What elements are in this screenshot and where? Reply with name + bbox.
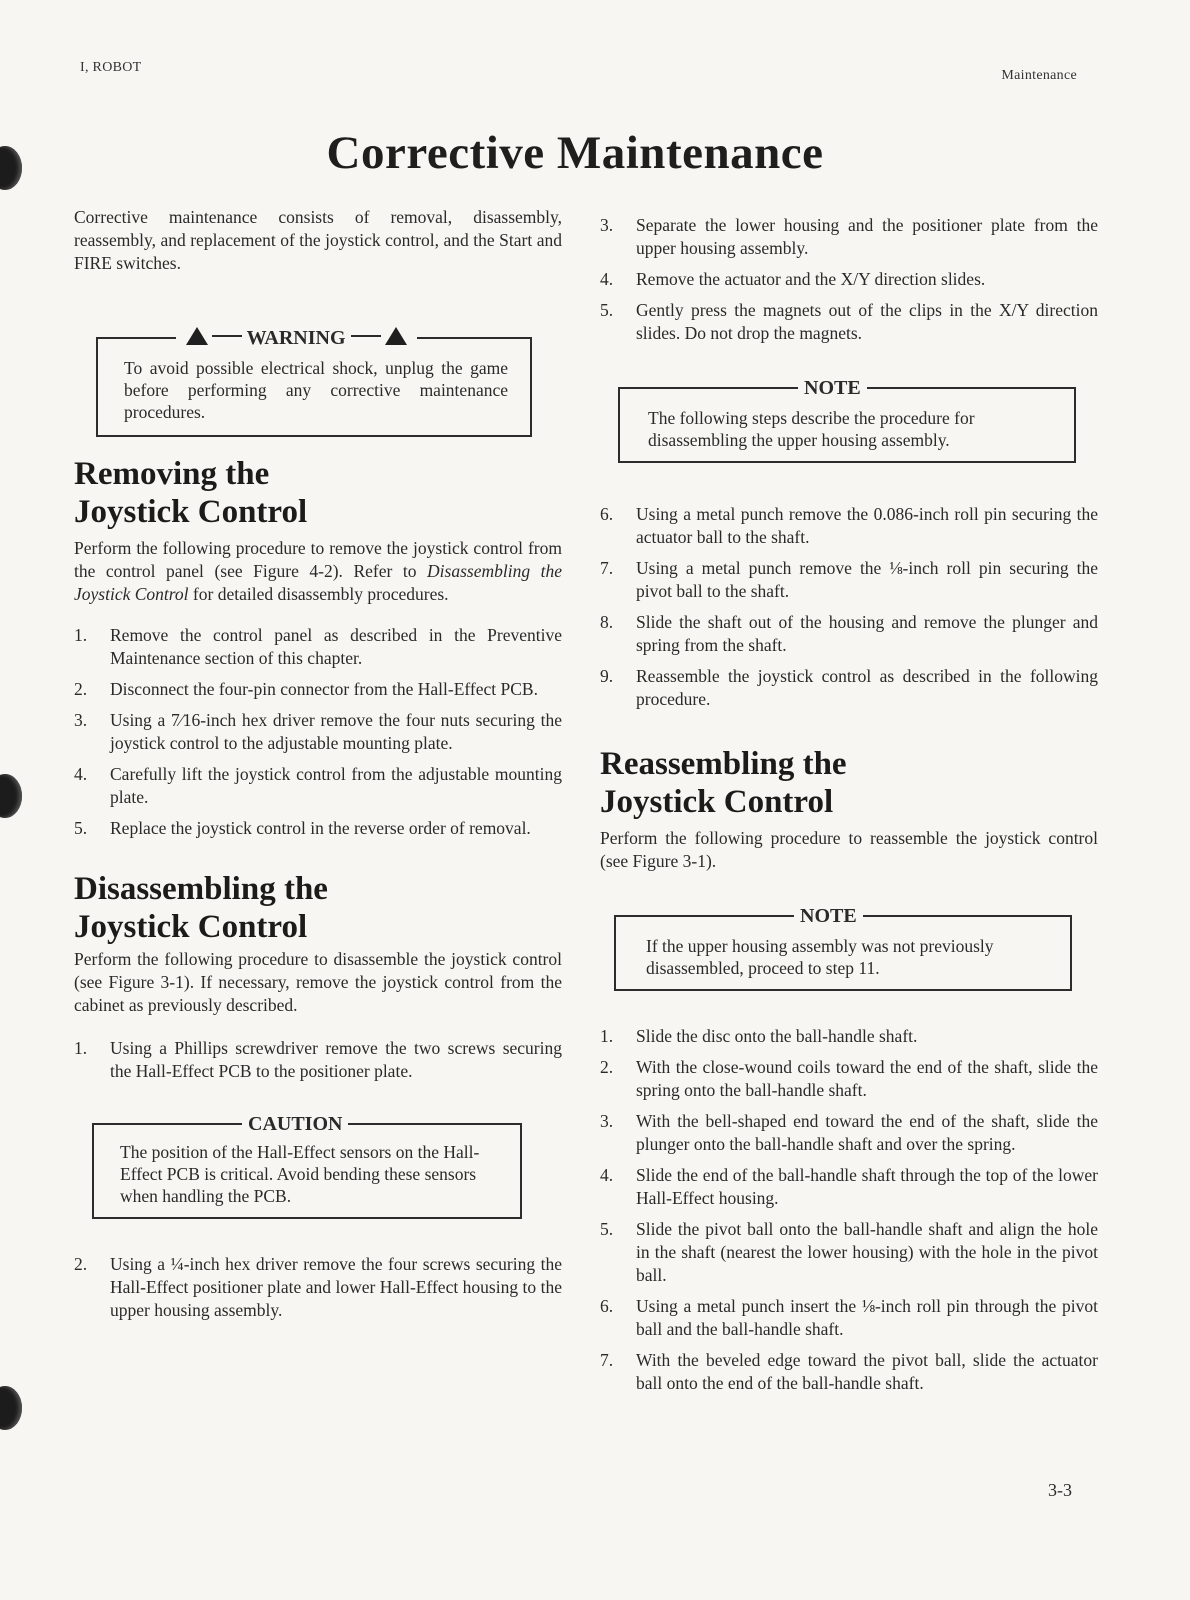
list-item: 4. Remove the actuator and the X/Y direction slides. <box>600 269 986 289</box>
list-item: 1. Using a Phillips screwdriver remove the two screws securing the Hall-Effect PCB to the positioner plate. <box>74 1038 562 1081</box>
caution-title: CAUTION <box>242 1111 348 1137</box>
disassembling-step-2-list <box>74 1253 562 1322</box>
title-rule <box>212 335 242 337</box>
list-item: 2. Using a ¼-inch hex driver remove the four screws securing the Hall-Effect positioner plate and lower Hall-Effect housing to the upper housing assembly. <box>74 1254 562 1320</box>
list-item: 6. Using a metal punch remove the 0.086-inch roll pin securing the actuator ball to the shaft. <box>600 504 1098 547</box>
list-item: 9. Reassemble the joystick control as described in the following procedure. <box>600 666 1098 709</box>
binder-hole <box>0 774 22 818</box>
list-item: 3. With the bell-shaped end toward the end of the shaft, slide the plunger onto the ball-handle shaft and over the spring. <box>600 1111 1098 1154</box>
list-item: 5. Gently press the magnets out of the clips in the X/Y direction slides. Do not drop the magnets. <box>600 300 1098 343</box>
intro-paragraph: Corrective maintenance consists of removal, disassembly, reassembly, and replacement of the joystick control, and the Start and FIRE switches. <box>74 207 562 273</box>
warning-text: To avoid possible electrical shock, unplug the game before performing any corrective maintenance procedures. <box>124 358 508 422</box>
caution-box <box>92 1113 522 1219</box>
running-header-left: I, ROBOT <box>80 60 142 75</box>
right-column <box>600 206 1098 1403</box>
removing-steps-list <box>74 624 562 840</box>
list-item: 4. Carefully lift the joystick control from the adjustable mounting plate. <box>74 764 562 807</box>
warning-triangle-icon <box>186 327 208 345</box>
list-item: 5. Slide the pivot ball onto the ball-handle shaft and align the hole in the shaft (nearest the lower housing) with the hole in the pivot ball. <box>600 1219 1098 1285</box>
list-item: 7. With the beveled edge toward the pivot ball, slide the actuator ball onto the end of the ball-handle shaft. <box>600 1350 1098 1393</box>
warning-box <box>96 327 532 437</box>
running-header-right: Maintenance <box>1001 68 1077 83</box>
note-title: NOTE <box>798 375 867 401</box>
section-heading-removing: Removing the Joystick Control <box>74 456 308 530</box>
list-item: 1. Remove the control panel as described in the Preventive Maintenance section of this chapter. <box>74 625 562 668</box>
list-item: 1. Slide the disc onto the ball-handle shaft. <box>600 1026 918 1046</box>
warning-title: WARNING <box>176 325 417 351</box>
list-item: 3. Using a 7⁄16-inch hex driver remove the four nuts securing the joystick control to the adjustable mounting plate. <box>74 710 562 753</box>
caution-text: The position of the Hall-Effect sensors on the Hall-Effect PCB is critical. Avoid bending these sensors when handling the PCB. <box>120 1142 480 1206</box>
reassembling-intro: Perform the following procedure to reassemble the joystick control (see Figure 3-1). <box>600 828 1098 871</box>
note-box-2 <box>614 905 1072 991</box>
list-item: 5. Replace the joystick control in the reverse order of removal. <box>74 818 531 838</box>
disassembling-steps-continued <box>600 214 1098 345</box>
section-heading-reassembling: Reassembling the Joystick Control <box>600 746 847 820</box>
list-item: 3. Separate the lower housing and the positioner plate from the upper housing assembly. <box>600 215 1098 258</box>
removing-intro: Perform the following procedure to remove the joystick control from the control panel (see Figure 4-2). Refer to Disassembling the Joystick Control for detailed disassembly procedures. <box>74 538 562 604</box>
note-title-2: NOTE <box>794 903 863 929</box>
disassembling-step-1-list <box>74 1037 562 1083</box>
list-item: 2. Disconnect the four-pin connector from the Hall-Effect PCB. <box>74 679 538 699</box>
left-column <box>74 206 562 1330</box>
disassembling-intro: Perform the following procedure to disassemble the joystick control (see Figure 3-1). If necessary, remove the joystick control from the cabinet as previously described. <box>74 949 562 1015</box>
binder-hole <box>0 1386 22 1430</box>
title-rule <box>351 335 381 337</box>
list-item: 4. Slide the end of the ball-handle shaft through the top of the lower Hall-Effect housing. <box>600 1165 1098 1208</box>
list-item: 2. With the close-wound coils toward the end of the shaft, slide the spring onto the ball-handle shaft. <box>600 1057 1098 1100</box>
cross-reference: Disassembling the Joystick Control <box>74 561 562 604</box>
section-heading-disassembling: Disassembling the Joystick Control <box>74 871 328 945</box>
note-text-2: If the upper housing assembly was not previously disassembled, proceed to step 11. <box>646 936 994 978</box>
page-title: Corrective Maintenance <box>326 127 824 179</box>
warning-triangle-icon <box>385 327 407 345</box>
list-item: 7. Using a metal punch remove the ⅛-inch roll pin securing the pivot ball to the shaft. <box>600 558 1098 601</box>
reassembling-steps-list <box>600 1025 1098 1395</box>
list-item: 8. Slide the shaft out of the housing and remove the plunger and spring from the shaft. <box>600 612 1098 655</box>
note-text: The following steps describe the procedure for disassembling the upper housing assembly. <box>648 408 975 450</box>
disassembling-steps-final <box>600 503 1098 711</box>
page-number: 3-3 <box>1048 1480 1072 1500</box>
note-box <box>618 377 1076 463</box>
list-item: 6. Using a metal punch insert the ⅛-inch roll pin through the pivot ball and the ball-handle shaft. <box>600 1296 1098 1339</box>
